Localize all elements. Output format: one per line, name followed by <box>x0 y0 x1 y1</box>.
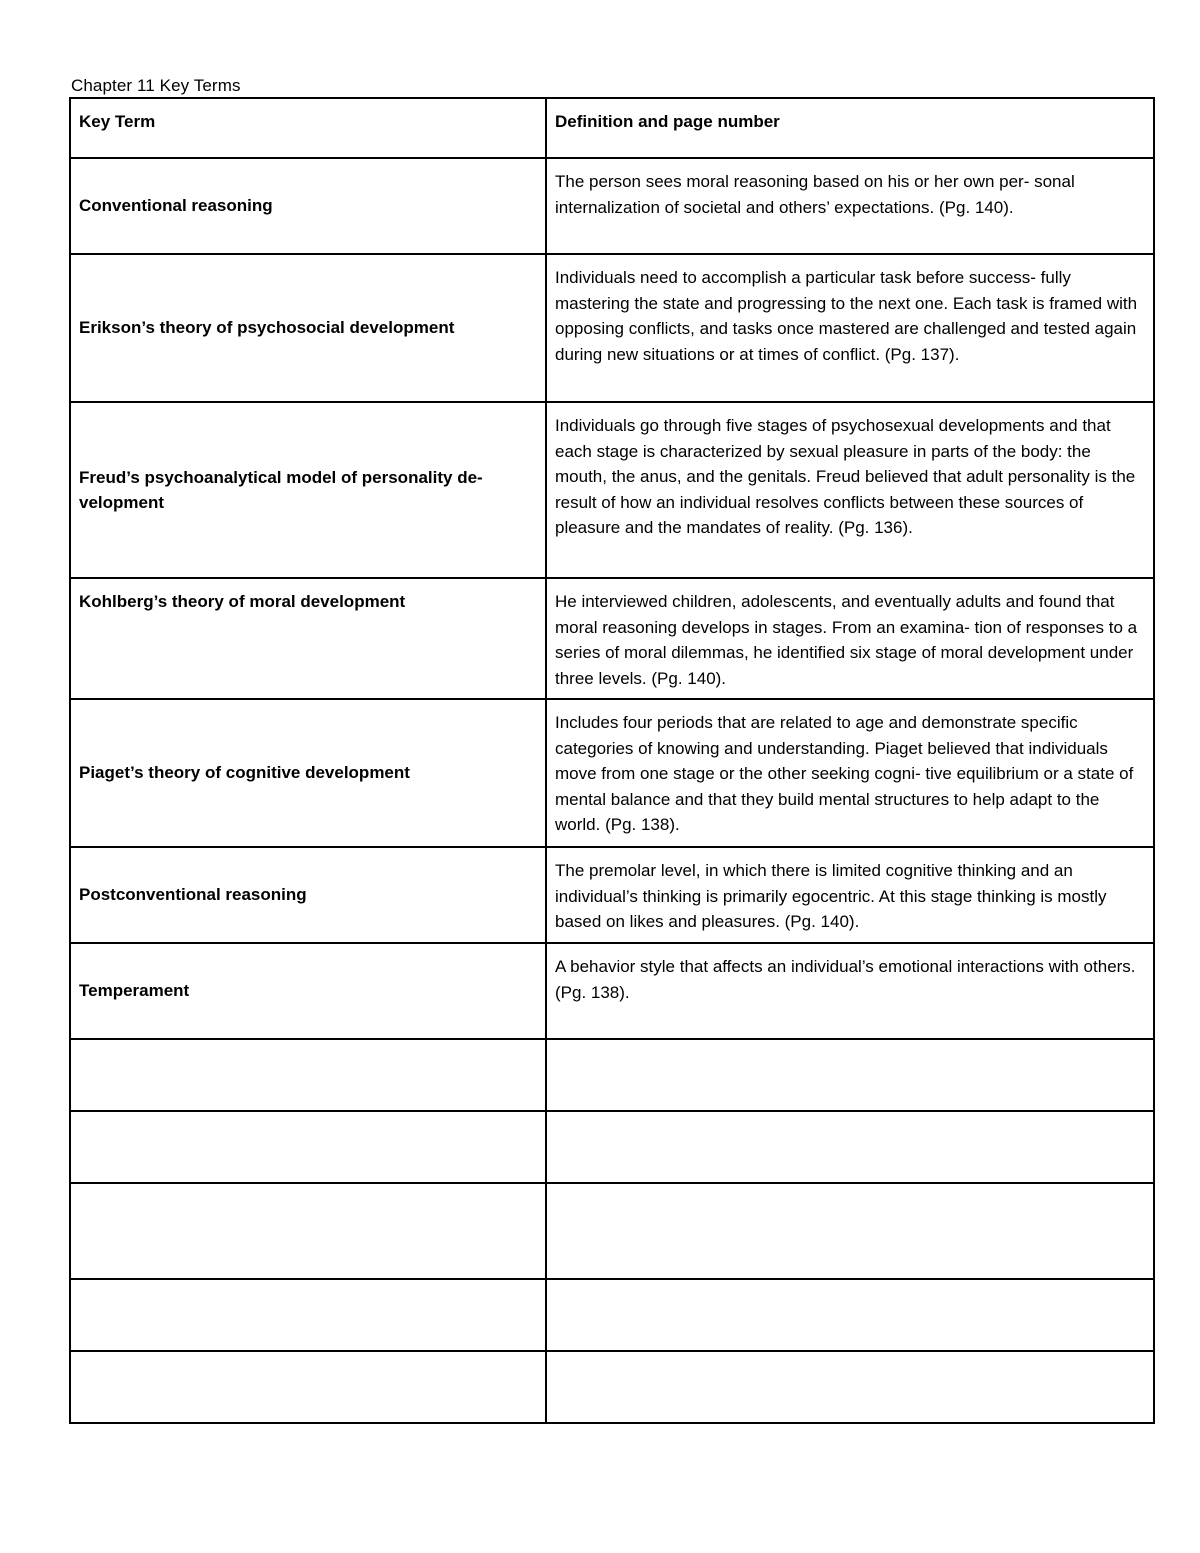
term-cell: Postconventional reasoning <box>70 847 546 943</box>
table-row <box>70 943 1154 1039</box>
empty-definition-cell <box>546 1111 1154 1183</box>
empty-term-cell <box>70 1183 546 1279</box>
empty-table-row <box>70 1351 1154 1423</box>
table-row <box>70 699 1154 847</box>
table-header-row <box>70 98 1154 158</box>
term-cell: Kohlberg’s theory of moral development <box>70 578 546 699</box>
empty-term-cell <box>70 1039 546 1111</box>
term-cell: Conventional reasoning <box>70 158 546 254</box>
empty-definition-cell <box>546 1183 1154 1279</box>
document-title: Chapter 11 Key Terms <box>71 76 241 95</box>
definition-cell: Individuals go through five stages of psychosexual developments and that each stage is characterized by sexual pleasure in parts of the body: the mouth, the anus, and the genitals. Freud believed that adult personality is the result of how an individual resolves conflicts between these sources of pleasure and the mandates of reality. (Pg. 136). <box>546 402 1154 578</box>
definition-cell: The person sees moral reasoning based on his or her own per- sonal internalization of societal and others’ expectations. (Pg. 140). <box>546 158 1154 254</box>
term-cell: Piaget’s theory of cognitive development <box>70 699 546 847</box>
empty-table-row <box>70 1279 1154 1351</box>
definition-cell: He interviewed children, adolescents, and eventually adults and found that moral reasoning develops in stages. From an examina- tion of responses to a series of moral dilemmas, he identified six stage of moral development under three levels. (Pg. 140). <box>546 578 1154 699</box>
term-cell: Erikson’s theory of psychosocial development <box>70 254 546 402</box>
table-row <box>70 158 1154 254</box>
empty-definition-cell <box>546 1039 1154 1111</box>
empty-term-cell <box>70 1351 546 1423</box>
empty-term-cell <box>70 1111 546 1183</box>
table-row <box>70 578 1154 699</box>
empty-table-row <box>70 1111 1154 1183</box>
empty-table-row <box>70 1039 1154 1111</box>
header-definition: Definition and page number <box>546 98 1154 158</box>
term-cell: Freud’s psychoanalytical model of personality de- velopment <box>70 402 546 578</box>
key-terms-table <box>69 97 1155 1424</box>
table-row <box>70 402 1154 578</box>
empty-definition-cell <box>546 1351 1154 1423</box>
definition-cell: A behavior style that affects an individual’s emotional interactions with others. (Pg. 138). <box>546 943 1154 1039</box>
header-key-term: Key Term <box>70 98 546 158</box>
empty-term-cell <box>70 1279 546 1351</box>
empty-table-row <box>70 1183 1154 1279</box>
definition-cell: The premolar level, in which there is limited cognitive thinking and an individual’s thinking is primarily egocentric. At this stage thinking is mostly based on likes and pleasures. (Pg. 140). <box>546 847 1154 943</box>
table-row <box>70 254 1154 402</box>
term-cell: Temperament <box>70 943 546 1039</box>
table-row <box>70 847 1154 943</box>
empty-definition-cell <box>546 1279 1154 1351</box>
definition-cell: Includes four periods that are related to age and demonstrate specific categories of knowing and understanding. Piaget believed that individuals move from one stage or the other seeking cogni- tive equilibrium or a state of mental balance and that they build mental structures to help adapt to the world. (Pg. 138). <box>546 699 1154 847</box>
definition-cell: Individuals need to accomplish a particular task before success- fully mastering the state and progressing to the next one. Each task is framed with opposing conflicts, and tasks once mastered are challenged and tested again during new situations or at times of conflict. (Pg. 137). <box>546 254 1154 402</box>
